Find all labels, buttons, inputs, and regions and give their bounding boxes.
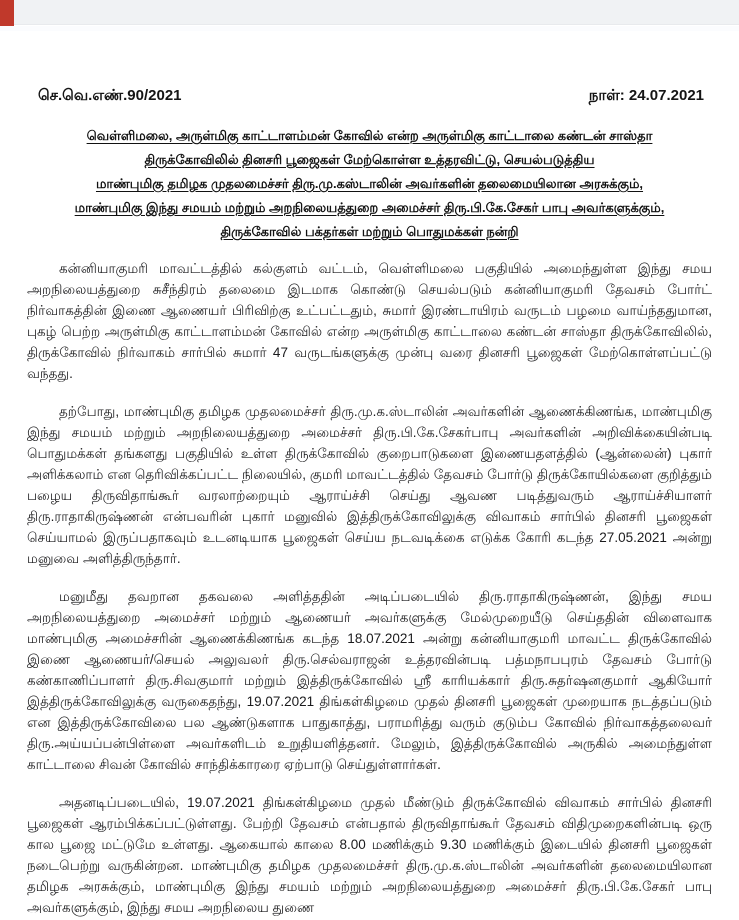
document-date: நாள்: 24.07.2021 bbox=[588, 87, 704, 104]
document-meta-row bbox=[27, 87, 712, 106]
paragraph-3: மனுமீது தவறான தகவலை அளித்ததின் அடிப்படையில் திரு.ராதாகிருஷ்ணன், இந்து சமய அறநிலையத்துறை அமைச்சர் மற்றும் ஆணையர் அவர்களுக்கு மேல்முறையீடு செய்ததின் விளைவாக மாண்புமிகு அமைச்சரின் ஆணைக்கிணங்க கடந்த 18.07.2021 அன்று கன்னியாகுமரி மாவட்ட திருக்கோவில் இணை ஆணையர்/செயல் அலுவலர் திரு.செல்வராஜன் உத்தரவின்படி பத்மநாபபுரம் தேவசம் போர்டு கண்காணிப்பாளர் திரு.சிவகுமார் மற்றும் இத்திருக்கோவில் ஸ்ரீ காரியக்கார் திரு.சுதர்ஷனகுமார் ஆகியோர் இத்திருக்கோவிலுக்கு வருகைதந்து, 19.07.2021 திங்கள்கிழமை முதல் தினசரி பூஜைகள் முறையாக நடத்தப்படும் என இத்திருக்கோவிலை பல ஆண்டுகளாக பாதுகாத்து, பராமரித்து வரும் குடும்ப கோவில் நிர்வாகத்தலைவர் திரு.அய்யப்பன்பிள்ளை அவர்களிடம் உறுதியளித்தனர். மேலும், இத்திருக்கோவில் அருகில் அமைந்துள்ள காட்டாலை சிவன் கோவில் சாந்திக்காரரை ஏற்பாடு செய்துள்ளார்கள். bbox=[27, 589, 712, 772]
document-body bbox=[0, 25, 739, 918]
red-corner-marker bbox=[0, 0, 14, 26]
document-paragraphs bbox=[27, 258, 712, 918]
paragraph-1: கன்னியாகுமரி மாவட்டத்தில் கல்குளம் வட்டம், வெள்ளிமலை பகுதியில் அமைந்துள்ள இந்து சமய அறநிலையத்துறை சுசீந்திரம் தலைமை இடமாக கொண்டு செயல்படும் கன்னியாகுமரி தேவசம் போர்ட் நிர்வாகத்தின் இணை ஆணையர் பிரிவிற்கு உட்பட்டதும், சுமார் இரண்டாயிரம் வருடம் பழமை வாய்ந்ததுமான, புகழ் பெற்ற அருள்மிகு காட்டாளம்மன் கோவில் என்ற அருள்மிகு காட்டாலை கண்டன் சாஸ்தா திருக்கோவிலில், திருக்கோவில் நிர்வாகம் சார்பில் சுமார் 47 வருடங்களுக்கு முன்பு வரை தினசரி பூஜைகள் மேற்கொள்ளப்பட்டு வந்தது. bbox=[27, 261, 712, 381]
paragraph-4: அதனடிப்படையில், 19.07.2021 திங்கள்கிழமை முதல் மீண்டும் திருக்கோவில் விவாகம் சார்பில் தினசரி பூஜைகள் ஆரம்பிக்கப்பட்டுள்ளது. பேற்றி தேவசம் என்பதால் திருவிதாங்கூர் தேவசம் விதிமுறைகளின்படி ஒரு கால பூஜை மட்டுமே உள்ளது. ஆகையால் காலை 8.00 மணிக்கும் 9.30 மணிக்கும் இடையில் தினசரி பூஜைகள் நடைபெற்று வருகின்றன. மாண்புமிகு தமிழக முதலமைச்சர் திரு.மு.க.ஸ்டாலின் அவர்களின் தலைமையிலான தமிழக அரசுக்கும், மாண்புமிகு இந்து சமயம் மற்றும் அறநிலையத்துறை அமைச்சர் திரு.பி.கே.சேகர் பாபு அவர்களுக்கும், இந்து சமய அறநிலைய துணை bbox=[27, 795, 712, 915]
title-line-1: வெள்ளிமலை, அருள்மிகு காட்டாளம்மன் கோவில் என்ற அருள்மிகு காட்டாலை கண்டன் சாஸ்தா bbox=[86, 128, 653, 143]
title-line-4: மாண்புமிகு இந்து சமயம் மற்றும் அறநிலையத்துறை அமைச்சர் திரு.பி.கே.சேகர் பாபு அவர்களுக்கும், bbox=[74, 200, 665, 215]
reference-number: செ.வெ.எண்.90/2021 bbox=[38, 87, 182, 104]
title-line-5: திருக்கோவில் பக்தர்கள் மற்றும் பொதுமக்கள் நன்றி bbox=[220, 224, 519, 239]
title-line-3: மாண்புமிகு தமிழக முதலமைச்சர் திரு.மு.கஸ்டாலின் அவர்களின் தலைமையிலான அரசுக்கும், bbox=[95, 176, 644, 191]
document-title bbox=[27, 124, 712, 244]
top-gray-strip bbox=[0, 0, 739, 25]
paragraph-2: தற்போது, மாண்புமிகு தமிழக முதலமைச்சர் திரு.மு.க.ஸ்டாலின் அவர்களின் ஆணைக்கிணங்க, மாண்புமிகு இந்து சமயம் மற்றும் அறநிலையத்துறை அமைச்சர் திரு.பி.கே.சேகர்பாபு அவர்களின் அறிவிக்கையின்படி பொதுமக்கள் தங்களது பகுதியில் உள்ள திருக்கோவில் குறைபாடுகளை இணையதளத்தில் (ஆன்லைன்) புகார் அளிக்கலாம் என தெரிவிக்கப்பட்ட நிலையில், குமரி மாவட்டத்தில் தேவசம் போர்டு திருக்கோயில்களை குறித்தும் பழைய திருவிதாங்கூர் வரலாற்றையும் ஆராய்ச்சி செய்து ஆவண படித்துவரும் ஆராய்ச்சியாளர் திரு.ராதாகிருஷ்ணன் என்பவரின் புகார் மனுவில் இத்திருக்கோவிலுக்கு விவாகம் சார்பில் தினசரி பூஜைகள் செய்யாமல் இருப்பதாகவும் உடனடியாக பூஜைகள் செய்ய நடவடிக்கை எடுக்க கோரி கடந்த 27.05.2021 அன்று மனுவை அளித்திருந்தார். bbox=[27, 404, 712, 566]
title-line-2: திருக்கோவிலில் தினசரி பூஜைகள் மேற்கொள்ள உத்தரவிட்டு, செயல்படுத்திய bbox=[144, 152, 595, 167]
